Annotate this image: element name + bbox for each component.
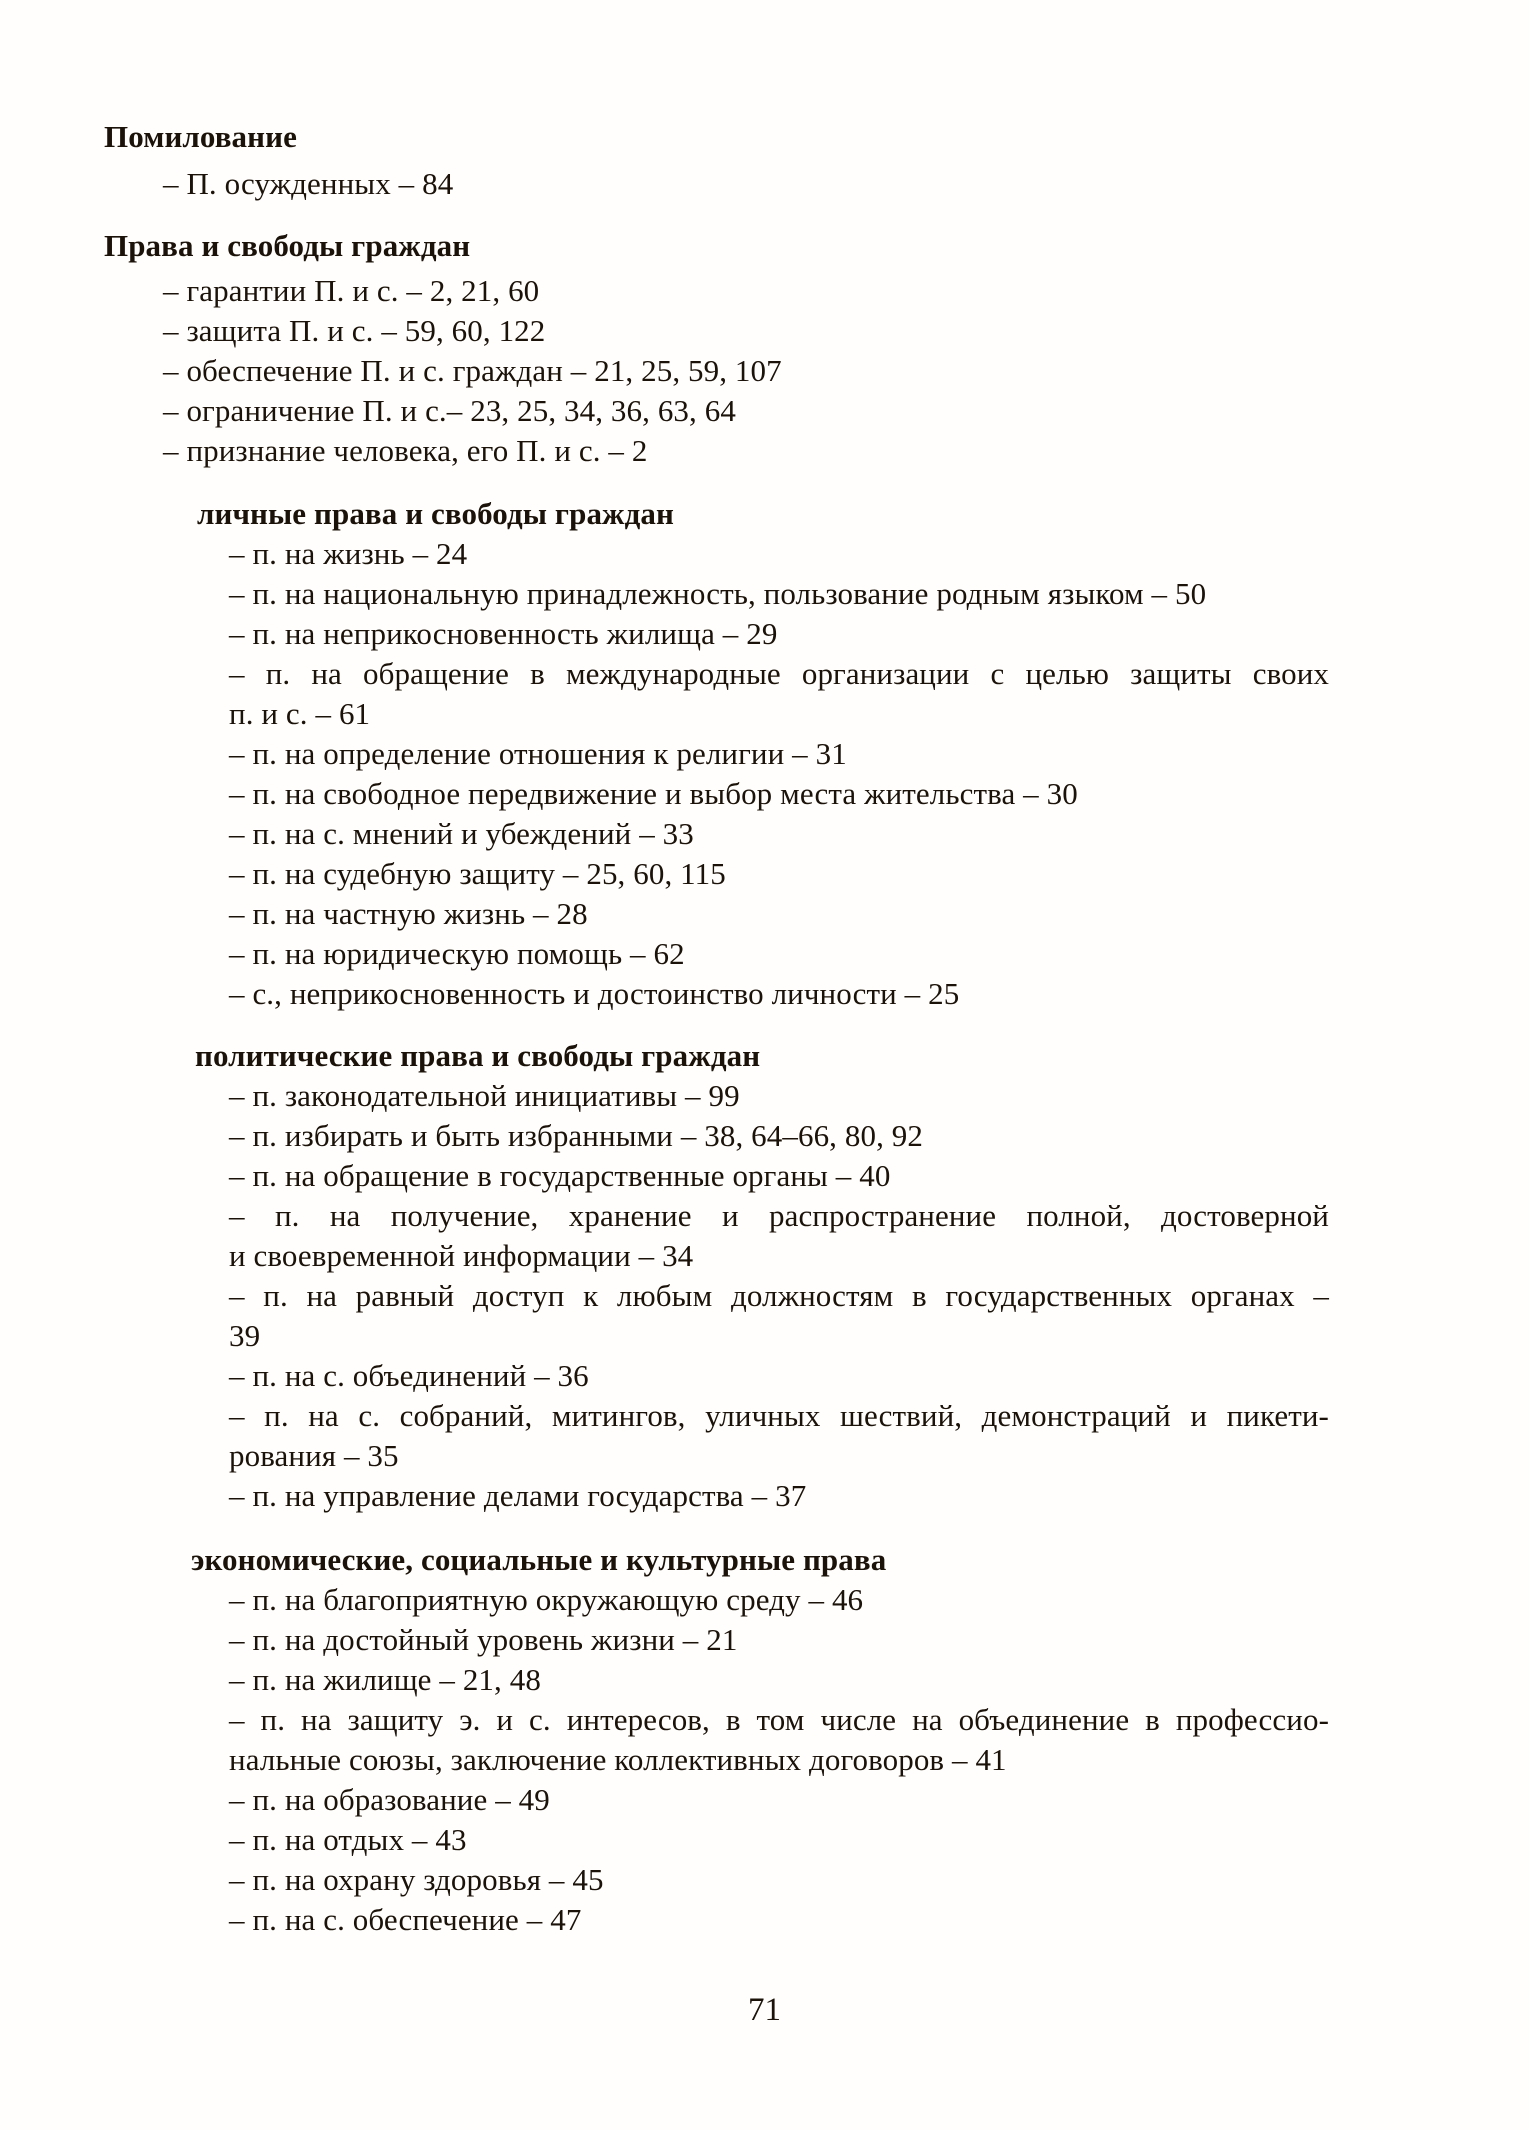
- index-entry: – п. на частную жизнь – 28: [229, 896, 588, 931]
- index-subheading-economic-rights: экономические, социальные и культурные права: [191, 1542, 887, 1577]
- index-entry: – п. на с. объединений – 36: [229, 1358, 589, 1393]
- index-entry: – п. на с. собраний, митингов, уличных шествий, демонстраций и пикети-: [229, 1398, 1329, 1433]
- index-entry: – п. на национальную принадлежность, пользование родным языком – 50: [229, 576, 1207, 611]
- index-entry: – п. на образование – 49: [229, 1782, 550, 1817]
- index-entry-continuation: и своевременной информации – 34: [229, 1238, 694, 1273]
- index-entry: – обеспечение П. и с. граждан – 21, 25, 59, 107: [163, 353, 782, 388]
- index-entry: – п. на благоприятную окружающую среду – 46: [229, 1582, 864, 1617]
- index-entry: – п. на обращение в международные организации с целью защиты своих: [229, 656, 1329, 691]
- index-entry: – защита П. и с. – 59, 60, 122: [163, 313, 546, 348]
- index-entry: – п. на неприкосновенность жилища – 29: [229, 616, 778, 651]
- index-entry: – п. на свободное передвижение и выбор места жительства – 30: [229, 776, 1078, 811]
- index-entry: – гарантии П. и с. – 2, 21, 60: [163, 273, 540, 308]
- index-subheading-political-rights: политические права и свободы граждан: [195, 1038, 761, 1073]
- index-entry: – п. на отдых – 43: [229, 1822, 467, 1857]
- index-entry: – п. на равный доступ к любым должностям в государственных органах –: [229, 1278, 1329, 1313]
- index-entry: – п. на обращение в государственные органы – 40: [229, 1158, 891, 1193]
- index-entry-continuation: 39: [229, 1318, 261, 1353]
- index-entry: – П. осужденных – 84: [163, 166, 454, 201]
- index-heading-pardon: Помилование: [104, 119, 297, 154]
- index-entry: – ограничение П. и с.– 23, 25, 34, 36, 63, 64: [163, 393, 736, 428]
- index-entry: – п. на жизнь – 24: [229, 536, 468, 571]
- index-entry: – признание человека, его П. и с. – 2: [163, 433, 648, 468]
- index-entry: – с., неприкосновенность и достоинство личности – 25: [229, 976, 960, 1011]
- index-heading-rights-and-freedoms: Права и свободы граждан: [104, 228, 471, 263]
- index-entry: – п. на достойный уровень жизни – 21: [229, 1622, 738, 1657]
- index-entry: – п. избирать и быть избранными – 38, 64–66, 80, 92: [229, 1118, 923, 1153]
- index-entry-continuation: п. и с. – 61: [229, 696, 371, 731]
- index-entry: – п. на жилище – 21, 48: [229, 1662, 541, 1697]
- index-entry: – п. на судебную защиту – 25, 60, 115: [229, 856, 726, 891]
- index-entry: – п. на охрану здоровья – 45: [229, 1862, 604, 1897]
- index-entry: – п. на получение, хранение и распространение полной, достоверной: [229, 1198, 1329, 1233]
- index-entry-continuation: рования – 35: [229, 1438, 399, 1473]
- index-entry: – п. на управление делами государства – 37: [229, 1478, 807, 1513]
- index-entry: – п. на защиту э. и с. интересов, в том числе на объединение в профессио-: [229, 1702, 1329, 1737]
- index-subheading-personal-rights: личные права и свободы граждан: [197, 496, 674, 531]
- index-entry-continuation: нальные союзы, заключение коллективных договоров – 41: [229, 1742, 1007, 1777]
- index-entry: – п. на юридическую помощь – 62: [229, 936, 685, 971]
- index-entry: – п. на определение отношения к религии – 31: [229, 736, 847, 771]
- index-entry: – п. законодательной инициативы – 99: [229, 1078, 740, 1113]
- index-entry: – п. на с. обеспечение – 47: [229, 1902, 582, 1937]
- page-number: 71: [748, 1992, 781, 2028]
- index-entry: – п. на с. мнений и убеждений – 33: [229, 816, 694, 851]
